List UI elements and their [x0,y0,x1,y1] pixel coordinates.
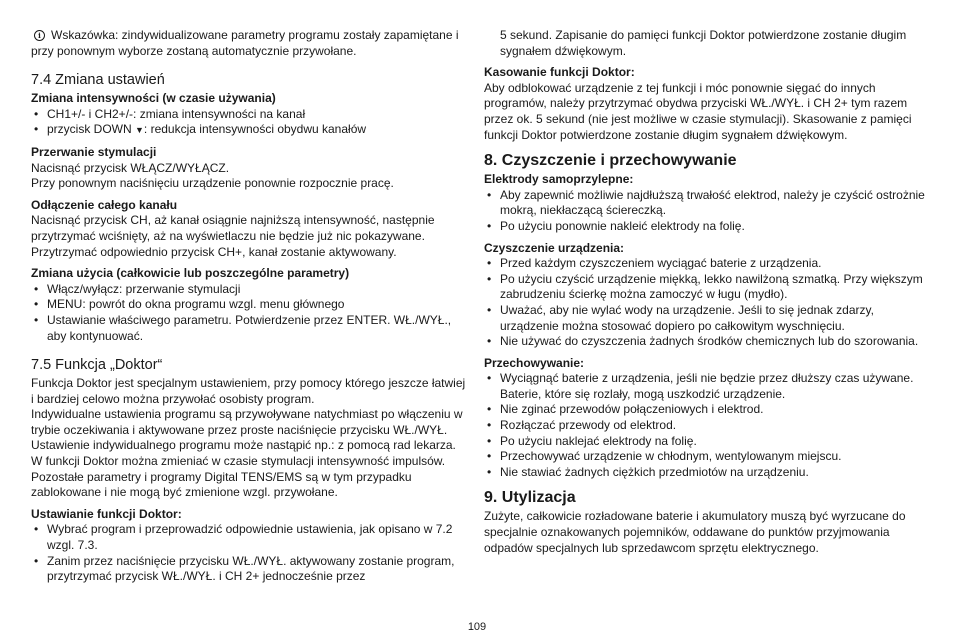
storage-title: Przechowywanie: [484,355,585,370]
list-item: • MENU: powrót do okna programu wzgl. menu głównego [31,297,471,313]
usage-change-title: Zmiana użycia (całkowicie lub poszczególne parametry) [31,266,350,281]
disconnect-title: Odłączenie całego kanału [31,197,178,212]
down-triangle-icon: ▼ [135,125,144,136]
list-item: • Rozłączać przewody od elektrod. [484,418,930,434]
left-column [31,28,471,585]
doctor-delete-title: Kasowanie funkcji Doktor: [484,65,635,80]
intensity-change-title: Zmiana intensywności (w czasie używania) [31,91,276,106]
list-item: • CH1+/- i CH2+/-: zmiana intensywności na kanał [31,107,471,123]
intensity-list [31,107,471,139]
page-number: 109 [467,621,487,633]
disposal-text: Zużyte, całkowicie rozładowane baterie i akumulatory muszą być wyrzucane do specjalnie oznakowanych pojemników, oddawane do punktów przyjmowania odpadów specjalnych lub sprzedawcom sprzętu elektrycznego. [484,509,906,555]
device-cleaning-list [484,256,930,350]
disconnect-text: Nacisnąć przycisk CH, aż kanał osiągnie najniższą intensywność, następnie przytrzymać wciśnięty, aż na wyświetlaczu nie będzie już nic pokazywane. Przytrzymać odpowiednio przycisk CH+, kanał zostanie aktywowany. [31,213,435,259]
list-item: • Ustawianie właściwego parametru. Potwierdzenie przez ENTER. WŁ./WYŁ., aby kontynuować. [31,313,471,344]
doctor-delete-text: Aby odblokować urządzenie z tej funkcji i móc ponownie sięgać do innych programów, należy przytrzymać obydwa przyciski WŁ./WYŁ. i CH 2+ tym razem przez ok. 5 sekund (nie jest możliwe w czasie stymulacji). Skasowanie z pamięci funkcji Doktor potwierdzone zostanie długim sygnałem dźwiękowym. [484,80,912,142]
list-item: • Nie używać do czyszczenia żadnych środków chemicznych lub do szorowania. [484,334,930,350]
list-item: • Aby zapewnić możliwie najdłuższą trwałość elektrod, należy je czyścić ostrożnie mokrą, niekłaczącą ściereczką. [484,188,930,219]
doctor-paragraph-4: W funkcji Doktor można zmieniać w czasie stymulacji intensywność impulsów. Pozostałe parametry i programy Digital TENS/EMS są w tym przypadku zablokowane i nie mogą być zmienione wzgl. przywołane. [31,454,446,500]
storage-list [484,371,930,480]
section-8-title: 8. Czyszczenie i przechowywanie [484,152,737,170]
electrodes-list [484,188,930,235]
list-item: • Uważać, aby nie wylać wody na urządzenie. Jeśli to się jednak zdarzy, urządzenie można stosować dopiero po całkowitym wyschnięciu. [484,303,930,334]
section-9-title: 9. Utylizacja [484,489,576,507]
list-item: • Nie stawiać żadnych ciężkich przedmiotów na urządzeniu. [484,465,930,481]
list-item: • Po użyciu czyścić urządzenie miękką, lekko nawilżoną szmatką. Przy większym zabrudzeniu ścierkę można zamoczyć w ługu (mydło). [484,272,930,303]
list-item: • Po użyciu ponownie nakleić elektrody na folię. [484,219,930,235]
doctor-paragraph-3: Ustawienie indywidualnego programu może nastąpić np.: z pomocą rad lekarza. [31,438,456,453]
list-item: • Wybrać program i przeprowadzić odpowiednie ustawienia, jak opisano w 7.2 wzgl. 7.3. [31,522,471,553]
device-cleaning-title: Czyszczenie urządzenia: [484,240,625,255]
section-7-4-title: 7.4 Zmiana ustawień [31,72,165,89]
doctor-paragraph-2: Indywidualne ustawienia programu są przywoływane natychmiast po włączeniu w trybie oczekiwania i aktywowane przez proste naciśnięcie przycisku WŁ./WYŁ. [31,407,463,437]
electrodes-title: Elektrody samoprzylepne: [484,172,634,187]
right-column [484,28,930,556]
interrupt-line-2: Przy ponownym naciśnięciu urządzenie ponownie rozpocznie pracę. [31,176,394,191]
doctor-setting-title: Ustawianie funkcji Doktor: [31,506,182,521]
section-7-5-title: 7.5 Funkcja „Doktor“ [31,357,163,374]
doctor-paragraph-1: Funkcja Doktor jest specjalnym ustawieniem, przy pomocy którego jeszcze łatwiej i bardziej celowo można przywołać osobisty program. [31,376,466,406]
doctor-setting-continuation: 5 sekund. Zapisanie do pamięci funkcji Doktor potwierdzone zostanie długim sygnałem dźwiękowym. [500,28,907,58]
list-item: • przycisk DOWN ▼: redukcja intensywności obydwu kanałów [31,122,471,139]
info-icon: i [34,30,45,41]
list-item: • Włącz/wyłącz: przerwanie stymulacji [31,282,471,298]
usage-list [31,282,471,344]
list-item: • Wyciągnąć baterie z urządzenia, jeśli nie będzie przez dłuższy czas używane. Baterie, które się rozlały, mogą uszkodzić urządzenie. [484,371,930,402]
list-item: • Zanim przez naciśnięcie przycisku WŁ./WYŁ. aktywowany zostanie program, przytrzymać przycisk WŁ./WYŁ. i CH 2+ jednocześnie przez [31,554,471,585]
interrupt-line-1: Nacisnąć przycisk WŁĄCZ/WYŁĄCZ. [31,160,230,175]
interrupt-title: Przerwanie stymulacji [31,144,157,159]
hint-note: i Wskazówka: zindywidualizowane parametry programu zostały zapamiętane i przy ponownym wyborze zostaną automatycznie przywołane. [31,28,459,58]
list-item: • Nie zginać przewodów połączeniowych i elektrod. [484,402,930,418]
list-item: • Po użyciu naklejać elektrody na folię. [484,434,930,450]
doctor-setting-list [31,522,471,584]
list-item: • Przechowywać urządzenie w chłodnym, wentylowanym miejscu. [484,449,930,465]
list-item: • Przed każdym czyszczeniem wyciągać baterie z urządzenia. [484,256,930,272]
